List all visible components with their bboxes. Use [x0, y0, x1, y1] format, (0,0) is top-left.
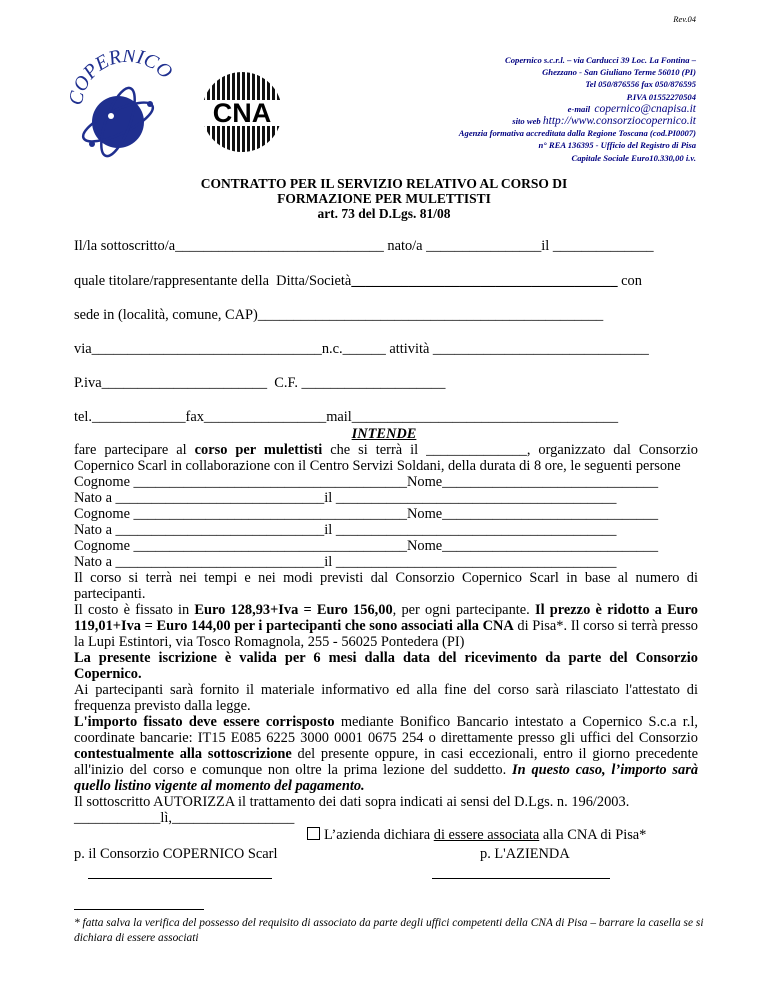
web-label: sito web	[512, 116, 541, 127]
header-line: Copernico s.c.r.l. – via Carducci 39 Loc. La Fontina –	[505, 55, 696, 65]
company-header	[296, 54, 696, 164]
signature-label-consorzio: p. il Consorzio COPERNICO Scarl	[74, 846, 278, 862]
revision-label: Rev.04	[673, 14, 696, 24]
title-line: FORMAZIONE PER MULETTISTI	[277, 191, 491, 206]
footnote: * fatta salva la verifica del possesso del requisito di associato da parte degli uffici competenti della CNA di Pisa – barrare la casella se si dichiara di essere associati	[74, 917, 704, 944]
participant-row[interactable]: Nato a _____________________________il _______________________________________	[74, 554, 617, 570]
svg-text:COPERNICO: COPERNICO	[64, 50, 177, 107]
signature-line-azienda[interactable]	[432, 878, 610, 879]
copernico-logo	[64, 50, 188, 174]
company-suffix: con	[617, 273, 642, 289]
place-date-field[interactable]: ____________lì,_________________	[74, 810, 295, 826]
intro-paragraph: fare partecipare al corso per mulettisti che si terrà il ______________, organizzato dal Consorzio Copernico Scarl in collaborazione con il Centro Servizi Soldani, della durata di 8 ore, le seguenti persone	[74, 442, 698, 474]
company-blank[interactable]: _____________________________________	[351, 273, 618, 289]
company-label: quale titolare/rappresentante della Ditta/Società	[74, 273, 352, 289]
intende-heading: INTENDE	[351, 426, 417, 442]
validity-paragraph: La presente iscrizione è valida per 6 mesi dalla data del ricevimento da parte del Consorzio Copernico.	[74, 650, 698, 682]
contacts-field[interactable]: tel._____________fax_________________mail_____________________________________	[74, 409, 619, 425]
material-paragraph: Ai partecipanti sarà fornito il materiale informativo ed alla fine del corso sarà rilasciato l'attestato di frequenza previsto dalla legge.	[74, 682, 698, 714]
cna-logo	[200, 66, 284, 158]
signature-line-consorzio[interactable]	[88, 878, 272, 879]
cna-member-checkbox-row[interactable]	[307, 827, 646, 844]
header-web-row	[296, 115, 696, 127]
payment-paragraph: L'importo fissato deve essere corrisposto mediante Bonifico Bancario intestato a Copernico S.c.a r.l, coordinate bancarie: IT15 E085 6225 3000 0001 0675 254 o direttamente presso gli uffici del Consorzio contestualmente alla sottoscrizione del presente oppure, in casi eccezionali, entro il giorno precedente all'inizio del corso e comunque non oltre la prima lezione del suddetto. In questo caso, l’importo sarà quello listino vigente al momento del pagamento.	[74, 714, 699, 794]
header-line: Ghezzano - San Giuliano Terme 56010 (PI)	[542, 67, 696, 78]
street-activity-field[interactable]: via________________________________n.c.______ attività ______________________________	[74, 341, 649, 357]
header-email-row	[296, 103, 696, 115]
name-birth-field[interactable]: Il/la sottoscritto/a_____________________________ nato/a ________________il ______________	[74, 238, 654, 254]
participant-row[interactable]: Cognome ______________________________________Nome______________________________	[74, 506, 659, 522]
participant-row[interactable]: Nato a _____________________________il _______________________________________	[74, 490, 617, 506]
vat-taxcode-field[interactable]: P.iva_______________________ C.F. ____________________	[74, 375, 446, 391]
checkbox-label: L’azienda dichiara	[324, 827, 434, 843]
email-link[interactable]: copernico@cnapisa.it	[594, 102, 696, 115]
schedule-paragraph: Il corso si terrà nei tempi e nei modi previsti dal Consorzio Copernico Scarl in base al numero di partecipanti.	[74, 570, 698, 602]
website-link[interactable]: http://www.consorziocopernico.it	[542, 115, 696, 128]
contract-body	[74, 442, 698, 826]
privacy-paragraph: Il sottoscritto AUTORIZZA il trattamento dei dati sopra indicati ai sensi del D.Lgs. n. 196/2003.	[74, 794, 630, 810]
document-title	[0, 176, 768, 221]
signature-label-azienda: p. L'AZIENDA	[480, 846, 570, 862]
participant-row[interactable]: Nato a _____________________________il _______________________________________	[74, 522, 617, 538]
checkbox-label-tail: alla CNA di Pisa*	[539, 827, 647, 843]
header-line: P.IVA 01552270504	[626, 91, 696, 102]
email-label: e-mail	[567, 103, 591, 114]
cna-member-checkbox[interactable]	[307, 827, 320, 840]
checkbox-label-underlined: di essere associata	[433, 827, 540, 843]
title-line: CONTRATTO PER IL SERVIZIO RELATIVO AL CORSO DI	[200, 176, 568, 191]
header-line: n° REA 136395 - Ufficio del Registro di Pisa	[538, 140, 696, 151]
svg-text:CNA: CNA	[212, 98, 272, 128]
title-line: art. 73 del D.Lgs. 81/08	[317, 206, 451, 221]
participant-row[interactable]: Cognome ______________________________________Nome______________________________	[74, 474, 659, 490]
footnote-divider	[74, 909, 204, 910]
cost-paragraph: Il costo è fissato in Euro 128,93+Iva = Euro 156,00, per ogni partecipante. Il prezzo è ridotto a Euro 119,01+Iva = Euro 144,00 per i partecipanti che sono associati alla CNA di Pisa*. Il corso si terrà presso la Lupi Estintori, via Tosco Romagnola, 255 - 56025 Pontedera (PI)	[74, 602, 698, 650]
header-line: Capitale Sociale Euro10.330,00 i.v.	[571, 152, 696, 163]
participant-row[interactable]: Cognome ______________________________________Nome______________________________	[74, 538, 659, 554]
header-line: Agenzia formativa accreditata dalla Regione Toscana (cod.PI0007)	[458, 128, 696, 139]
header-line: Tel 050/876556 fax 050/876595	[585, 79, 696, 90]
address-field[interactable]: sede in (località, comune, CAP)________________________________________________	[74, 307, 604, 323]
company-field[interactable]	[74, 273, 642, 290]
